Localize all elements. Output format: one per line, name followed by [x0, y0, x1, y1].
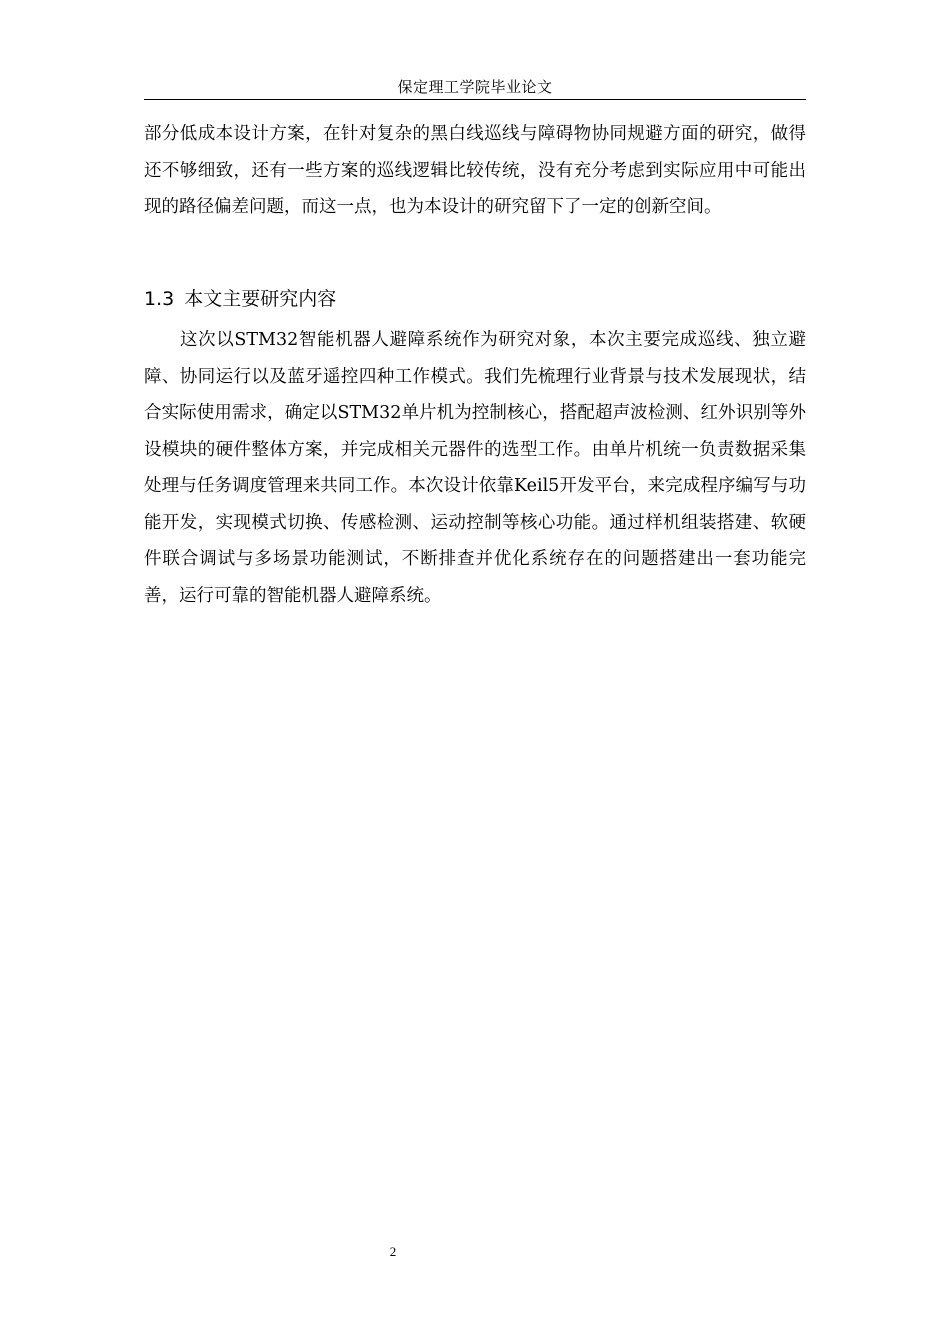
section-number: 1.3: [144, 288, 175, 310]
paragraph-continued: 部分低成本设计方案，在针对复杂的黑白线巡线与障碍物协同规避方面的研究，做得还不够细致，还有一些方案的巡线逻辑比较传统，没有充分考虑到实际应用中可能出现的路径偏差问题，而这一点，也为本设计的研究留下了一定的创新空间。: [144, 124, 806, 217]
paragraph-main: 这次以STM32智能机器人避障系统作为研究对象，本次主要完成巡线、独立避障、协同运行以及蓝牙遥控四种工作模式。我们先梳理行业背景与技术发展现状，结合实际使用需求，确定以STM32单片机为控制核心，搭配超声波检测、红外识别等外设模块的硬件整体方案，并完成相关元器件的选型工作。由单片机统一负责数据采集处理与任务调度管理来共同工作。本次设计依靠Keil5开发平台，来完成程序编写与功能开发，实现模式切换、传感检测、运动控制等核心功能。通过样机组装搭建、软硬件联合调试与多场景功能测试，不断排查并优化系统存在的问题搭建出一套功能完善，运行可靠的智能机器人避障系统。: [144, 330, 806, 606]
section-heading: [144, 286, 336, 312]
page-number: 2: [389, 1244, 397, 1259]
header-rule: [144, 99, 806, 100]
section-title: 本文主要研究内容: [184, 288, 337, 310]
running-header-title: 保定理工学院毕业论文: [397, 78, 553, 96]
